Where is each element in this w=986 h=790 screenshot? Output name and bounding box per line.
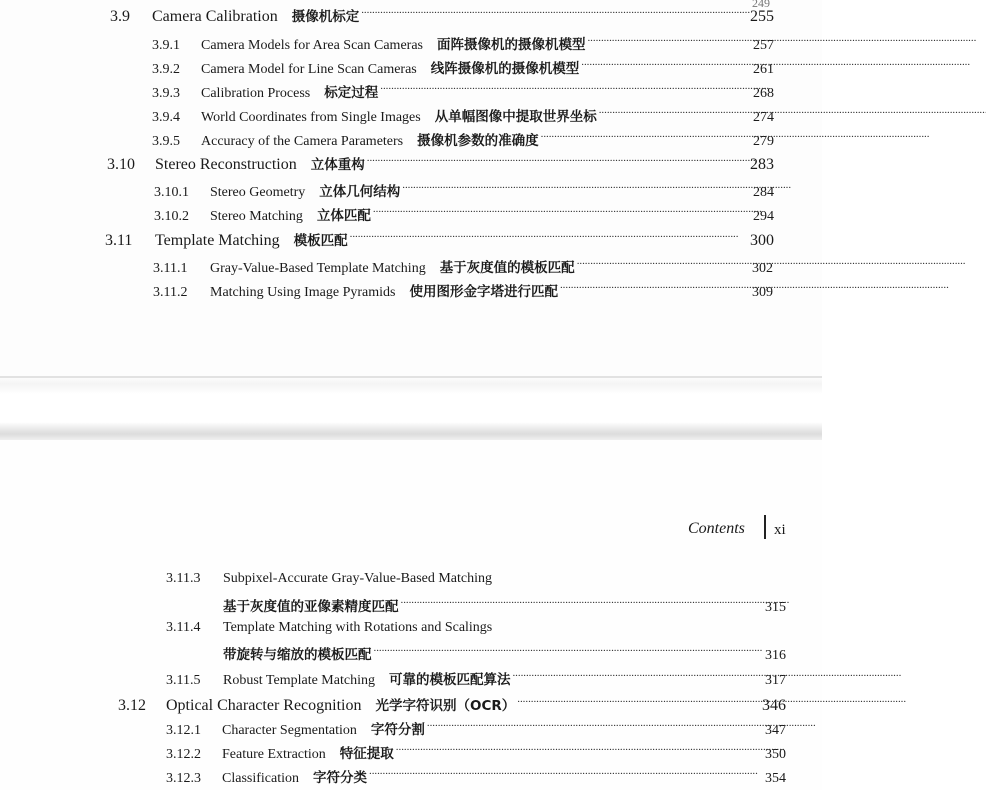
toc-entry-3-11-4-cont[interactable] [223,643,786,664]
page-number: 300 [750,232,774,249]
section-title: World Coordinates from Single Images [201,110,421,125]
toc-entry-3-9[interactable] [110,5,774,26]
section-number: 3.10.1 [154,185,189,200]
section-title-zh: 字符分类 [313,770,367,786]
page-number: 302 [752,261,773,276]
toc-entry-3-11-1[interactable] [153,256,773,277]
leader-dots [380,83,751,97]
section-number: 3.9 [110,8,130,25]
toc-entry-3-11[interactable] [105,229,774,250]
section-title: Optical Character Recognition [166,697,362,714]
toc-entry-3-11-3-cont[interactable] [223,595,786,616]
page-number: 261 [753,62,774,77]
page-number: 309 [752,285,773,300]
page-number: 257 [753,38,774,53]
toc-entry-3-12[interactable] [118,694,786,715]
section-title-zh: 基于灰度值的亚像素精度匹配 [223,599,399,615]
section-number: 3.10 [107,156,135,173]
section-title: Stereo Matching [210,209,303,224]
section-title: Stereo Reconstruction [155,156,297,173]
toc-entry-3-10-2[interactable] [154,204,774,225]
section-title: Gray-Value-Based Template Matching [210,261,426,276]
section-number: 3.12.1 [166,723,201,738]
section-number: 3.9.5 [152,134,180,149]
leader-dots [401,597,764,611]
leader-dots [560,282,750,296]
section-title-zh: 模板匹配 [293,233,348,249]
section-title-zh: 立体匹配 [316,208,371,224]
section-number: 3.9.1 [152,38,180,53]
toc-entry-3-9-4[interactable] [152,105,774,126]
toc-entry-3-12-3[interactable] [166,766,786,787]
section-title-zh: 基于灰度值的模板匹配 [439,260,575,276]
section-number: 3.11.3 [166,571,201,586]
section-title-zh: 字符分割 [370,722,425,738]
section-number: 3.12 [118,697,146,714]
toc-entry-3-12-1[interactable] [166,718,786,739]
section-title-zh: 光学字符识别（OCR） [375,698,516,714]
page-number: 284 [753,185,774,200]
leader-dots [599,107,751,121]
section-title: Template Matching [155,232,280,249]
section-title: Matching Using Image Pyramids [210,285,396,300]
section-title-zh: 使用图形金字塔进行匹配 [409,284,558,300]
page-number: 350 [765,747,786,762]
leader-dots [402,182,751,196]
page-number: 268 [753,86,774,101]
section-number: 3.9.3 [152,86,180,101]
leader-dots [369,768,763,782]
running-page-number: xi [774,522,786,538]
section-title-zh: 面阵摄像机的摄像机模型 [436,37,586,53]
leader-dots [367,155,748,169]
toc-entry-3-9-3[interactable] [152,81,774,102]
section-number: 3.12.3 [166,771,201,786]
section-title-zh: 可靠的模板匹配算法 [388,672,511,688]
leader-dots [541,131,751,145]
section-title-zh: 立体重构 [310,157,365,173]
page-number: 283 [750,156,774,173]
page-gap [0,378,822,440]
leader-dots [361,7,748,21]
leader-dots [581,59,751,73]
leader-dots [350,231,748,245]
section-title: Feature Extraction [222,747,326,762]
page-number: 354 [765,771,786,786]
section-title-zh: 摄像机参数的准确度 [417,133,539,149]
section-number: 3.10.2 [154,209,189,224]
page-number: 346 [762,697,786,714]
section-title-zh: 立体几何结构 [319,184,401,200]
section-title: Camera Calibration [152,8,278,25]
section-title-zh: 线阵摄像机的摄像机模型 [430,61,580,77]
section-number: 3.11.5 [166,673,201,688]
leader-dots [577,258,750,272]
section-title-zh: 标定过程 [324,85,379,101]
running-head: Contents [688,520,745,537]
section-title: Template Matching with Rotations and Scalings [223,620,493,635]
section-number: 3.9.4 [152,110,180,125]
section-title: Accuracy of the Camera Parameters [201,134,404,149]
page-number: 274 [753,110,774,125]
toc-entry-3-11-2[interactable] [153,280,773,301]
toc-entry-3-11-4[interactable] [166,620,786,636]
section-number: 3.12.2 [166,747,201,762]
running-head-rule [764,515,766,539]
toc-entry-3-10-1[interactable] [154,180,774,201]
toc-page-upper [0,0,822,378]
leader-dots [396,744,763,758]
page-number: 347 [765,723,786,738]
section-title: Stereo Geometry [210,185,306,200]
section-number: 3.11 [105,232,133,249]
toc-entry-3-9-5[interactable] [152,129,774,150]
toc-entry-3-9-1[interactable] [152,33,774,54]
section-title: Calibration Process [201,86,311,101]
leader-dots [512,670,763,684]
page-number: 316 [765,648,786,663]
section-title-zh: 摄像机标定 [291,9,360,25]
page-edge [0,376,822,378]
page-number: 294 [753,209,774,224]
toc-entry-3-11-5[interactable] [166,668,786,689]
section-title: Robust Template Matching [223,673,375,688]
section-title: Camera Model for Line Scan Cameras [201,62,417,77]
section-number: 3.11.1 [153,261,188,276]
leader-dots [427,720,763,734]
toc-entry-3-11-3[interactable] [166,571,786,587]
section-title-zh: 带旋转与缩放的模板匹配 [223,647,372,663]
section-title: Classification [222,771,299,786]
section-number: 3.9.2 [152,62,180,77]
page-number: 317 [765,673,786,688]
page-number: 279 [753,134,774,149]
leader-dots [587,35,751,49]
toc-entry-3-10[interactable] [107,153,774,174]
section-title: Camera Models for Area Scan Cameras [201,38,423,53]
leader-dots [373,206,751,220]
section-title-zh: 从单幅图像中提取世界坐标 [434,109,597,125]
leader-dots [517,696,760,710]
section-number: 3.11.4 [166,620,201,635]
page-number: 255 [750,8,774,25]
section-number: 3.11.2 [153,285,188,300]
section-title: Character Segmentation [222,723,357,738]
page-number: 315 [765,600,786,615]
leader-dots [374,645,764,659]
section-title-zh: 特征提取 [339,746,394,762]
toc-entry-3-9-2[interactable] [152,57,774,78]
toc-entry-3-12-2[interactable] [166,742,786,763]
section-title: Subpixel-Accurate Gray-Value-Based Matching [223,571,493,586]
cut-page-number: 249 [752,0,770,10]
